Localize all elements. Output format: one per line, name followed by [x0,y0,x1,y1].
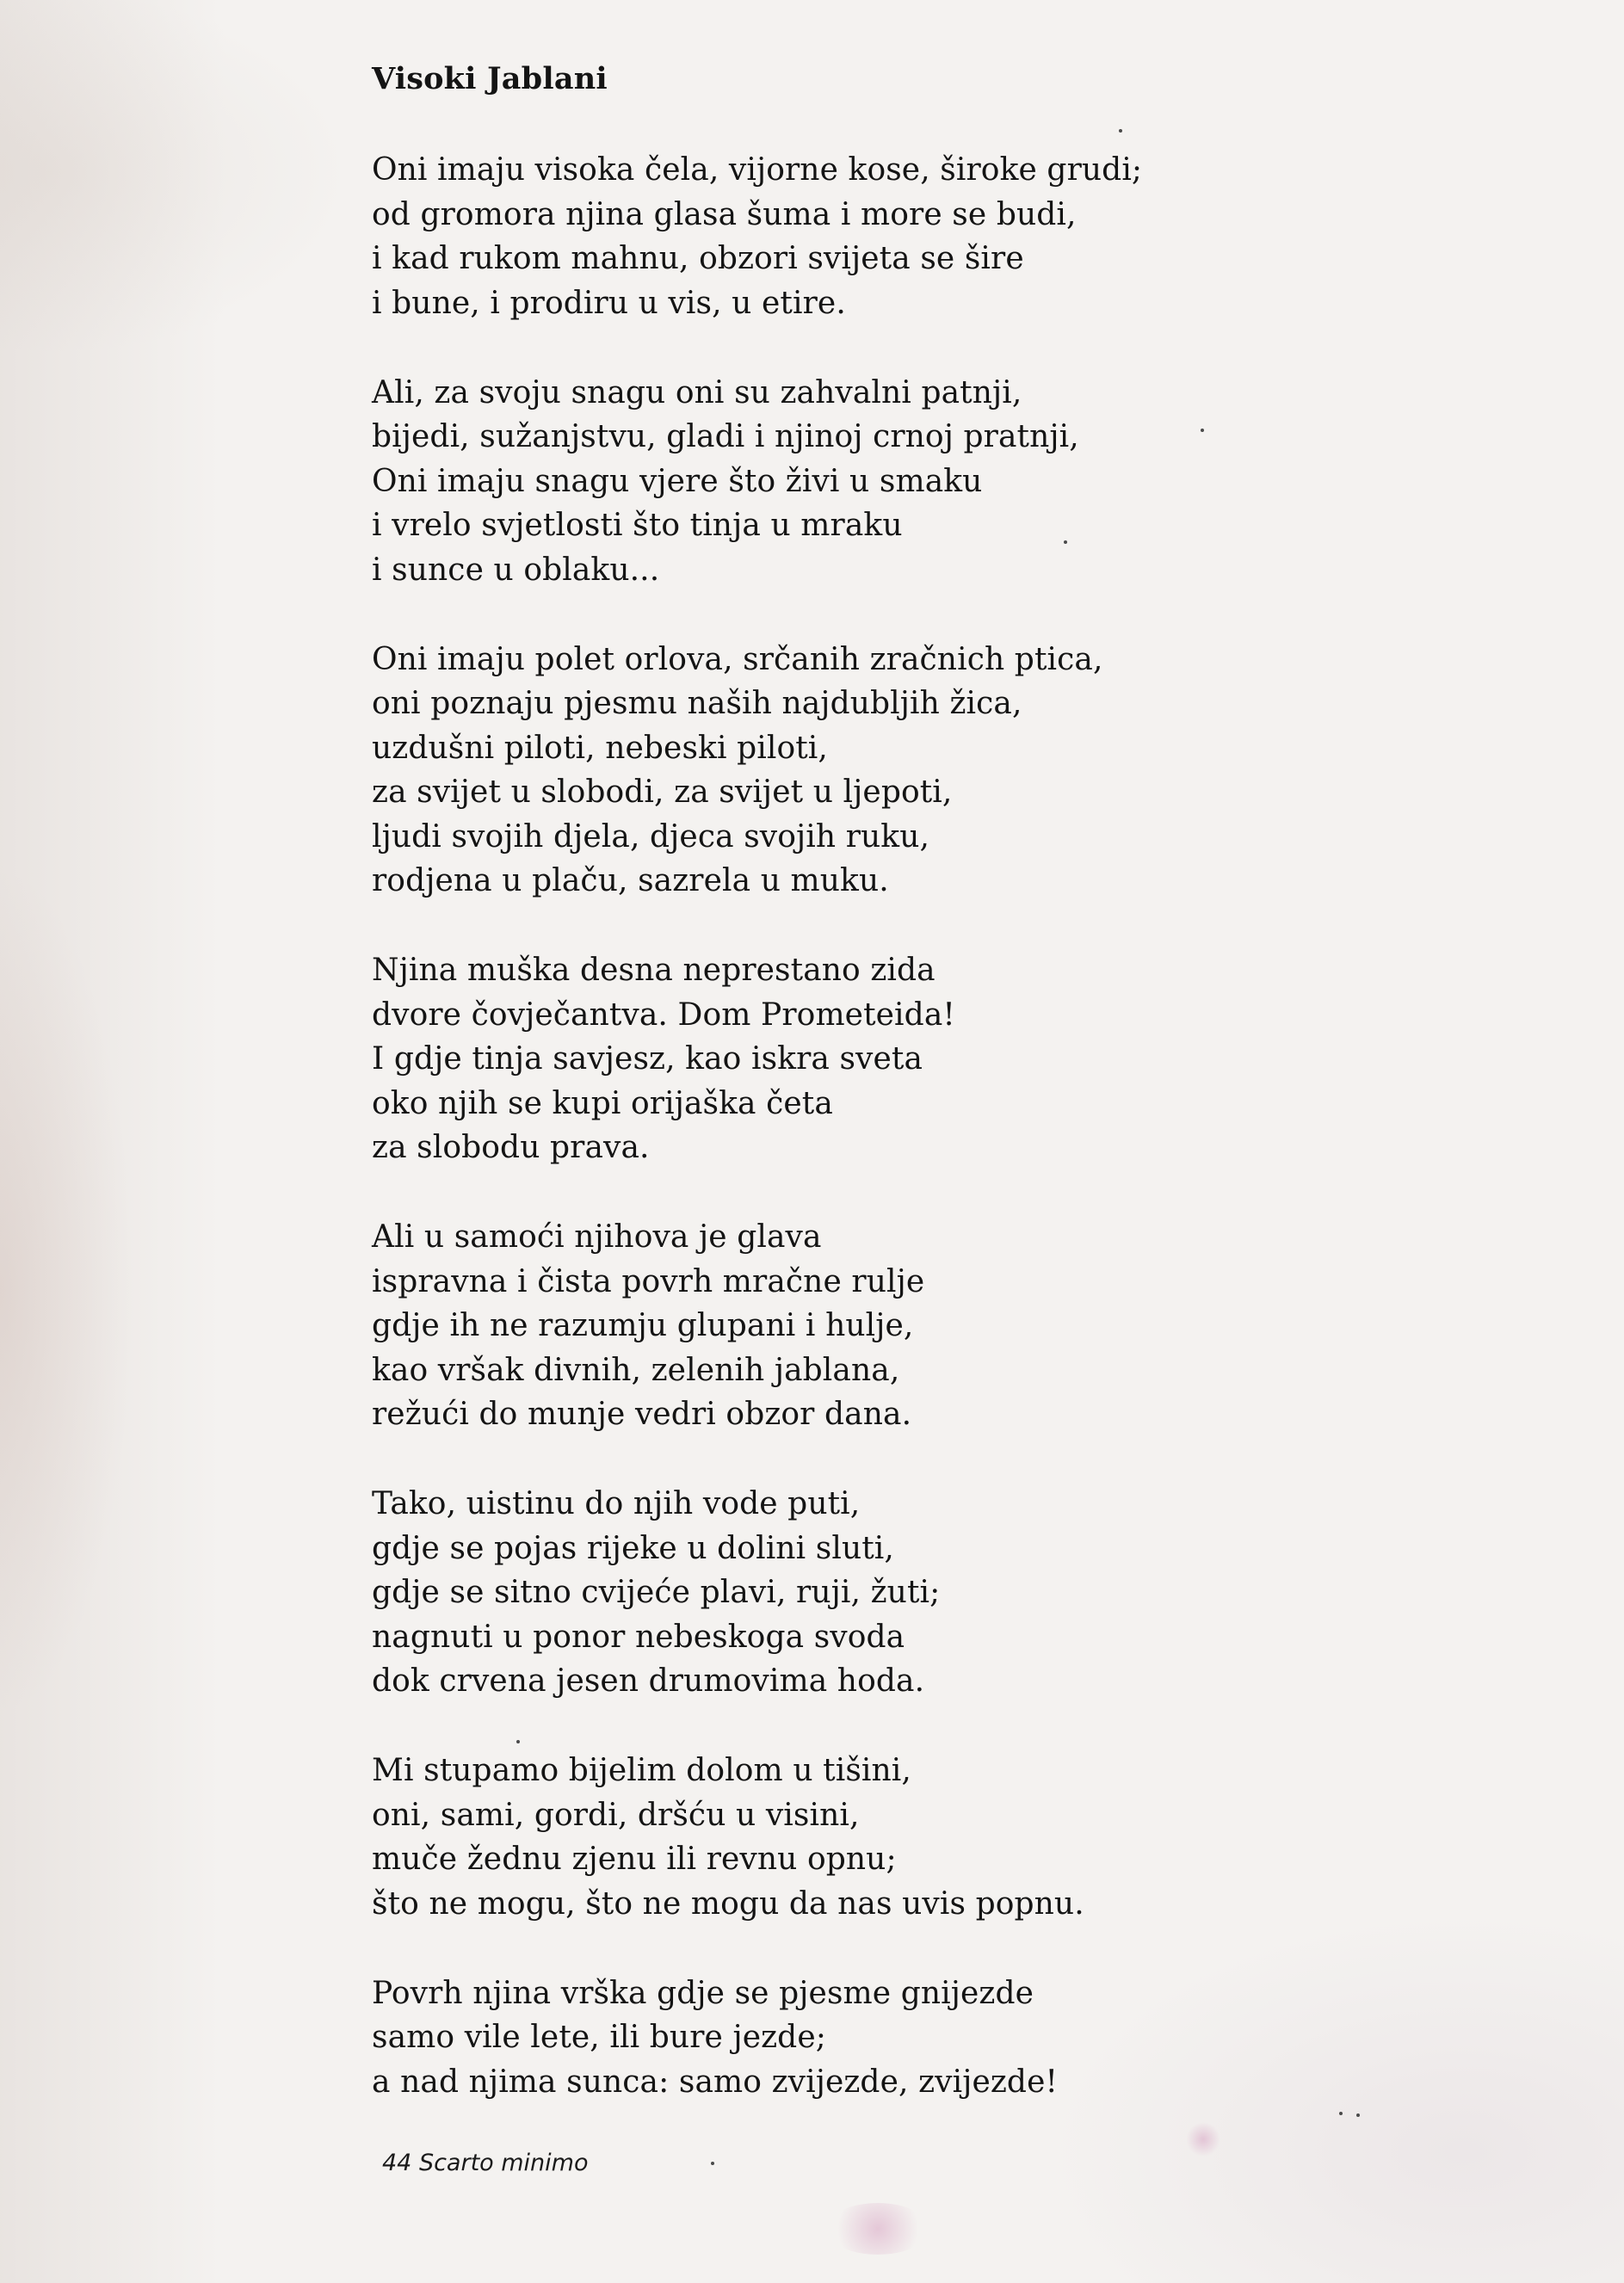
poem-line: Oni imaju visoka čela, vijorne kose, široke grudi; [372,152,1143,188]
poem-body [372,148,1405,2150]
poem-line: oko njih se kupi orijaška četa [372,1085,833,1121]
poem-line: i bune, i prodiru u vis, u etire. [372,285,846,321]
poem-line: Povrh njina vrška gdje se pjesme gnijezde [372,1975,1034,2011]
poem-line: Oni imaju snagu vjere što živi u smaku [372,463,983,499]
stanza [372,1215,1405,1437]
poem-line: za slobodu prava. [372,1130,650,1165]
poem-line: gdje se pojas rijeke u dolini sluti, [372,1530,894,1566]
poem-line: i sunce u oblaku... [372,552,660,588]
poem-line: dok crvena jesen drumovima hoda. [372,1663,925,1699]
poem-line: oni, sami, gordi, dršću u visini, [372,1797,860,1833]
poem-line: a nad njima sunca: samo zvijezde, zvijezde! [372,2064,1059,2100]
stanza [372,1971,1405,2105]
paper-stain [826,2203,929,2255]
paper-speck [1201,429,1204,432]
paper-speck [516,1740,520,1743]
poem-line: što ne mogu, što ne mogu da nas uvis popnu. [372,1885,1084,1922]
poem-line: za svijet u slobodi, za svijet u ljepoti, [372,774,953,810]
poem-line: Ali u samoći njihova je glava [372,1219,822,1255]
stanza [372,1482,1405,1704]
poem-line: i kad rukom mahnu, obzori svijeta se šire [372,241,1024,276]
poem-line: Njina muška desna neprestano zida [372,953,935,988]
poem-line: dvore čovječantva. Dom Prometeida! [372,996,955,1033]
paper-speck [1356,2113,1360,2117]
page-footer: 44 Scarto minimo [382,2150,589,2176]
poem-title: Visoki Jablani [372,61,608,96]
stanza [372,148,1405,325]
paper-speck [1119,129,1122,133]
stanza [372,638,1405,904]
poem-line: režući do munje vedri obzor dana. [372,1397,912,1432]
paper-speck [1064,540,1067,544]
stanza [372,371,1405,593]
poem-line: I gdje tinja savjesz, kao iskra sveta [372,1041,923,1077]
poem-line: od gromora njina glasa šuma i more se budi, [372,196,1077,232]
paper-speck [1339,2112,1343,2115]
poem-line: nagnuti u ponor nebeskoga svoda [372,1619,905,1655]
poem-line: i vrelo svjetlosti što tinja u mraku [372,508,903,543]
poem-line: muče žednu zjenu ili revnu opnu; [372,1842,897,1877]
poem-line: oni poznaju pjesmu naših najdubljih žica, [372,686,1022,721]
poem-line: gdje se sitno cvijeće plavi, ruji, žuti; [372,1575,941,1610]
stanza [372,948,1405,1170]
poem-line: ispravna i čista povrh mračne rulje [372,1263,925,1299]
poem-line: Tako, uistinu do njih vode puti, [372,1486,861,1521]
poem-line: ljudi svojih djela, djeca svojih ruku, [372,818,930,855]
poem-line: uzdušni piloti, nebeski piloti, [372,730,828,766]
poem-line: Oni imaju polet orlova, srčanih zračnich ptica, [372,641,1103,677]
poem-line: bijedi, sužanjstvu, gladi i njinoj crnoj pratnji, [372,419,1079,454]
poem-line: gdje ih ne razumju glupani i hulje, [372,1308,914,1343]
stanza [372,1749,1405,1926]
poem-line: samo vile lete, ili bure jezde; [372,2020,826,2055]
paper-stain [1186,2122,1220,2157]
poem-line: Mi stupamo bijelim dolom u tišini, [372,1753,911,1788]
paper-speck [711,2162,714,2165]
poem-line: rodjena u plaču, sazrela u muku. [372,863,889,898]
poem-line: Ali, za svoju snagu oni su zahvalni patnji, [372,374,1022,410]
poem-line: kao vršak divnih, zelenih jablana, [372,1352,900,1388]
